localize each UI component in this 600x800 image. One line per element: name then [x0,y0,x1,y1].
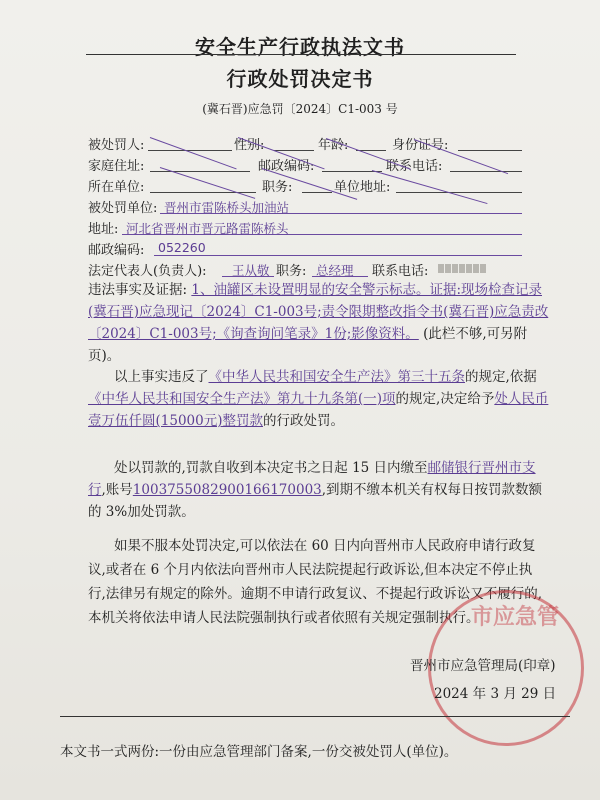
zip-line [154,255,522,256]
phone-line [450,171,522,172]
gender-line [274,150,314,151]
name-label: 被处罚人: [88,138,145,153]
zip-value: 052260 [158,240,206,255]
agency-signature: 晋州市应急管理局(印章) [410,658,556,674]
basis-text-3: 的规定,决定给予 [395,391,495,407]
facts-paragraph [88,279,550,367]
document-subtitle: 行政处罚决定书 [226,67,374,91]
age-label: 年龄: [318,138,349,153]
facts-note: (此栏不够,可另附页)。 [88,326,528,364]
gender-label: 性别: [234,138,265,153]
rep-position-label: 职务: [276,264,307,279]
footer-rule [60,716,570,717]
footer-text: 本文书一式两份:一份由应急管理部门备案,一份交被处罚人(单位)。 [60,744,458,760]
basis-text-4: 的行政处罚。 [262,413,344,429]
document-number: (冀石晋)应急罚〔2024〕C1-003 号 [202,102,398,116]
addr-line [122,234,522,235]
payment-paragraph [88,457,550,523]
unit-line [160,213,522,214]
basis-law-1: 《中华人民共和国安全生产法》第三十五条 [208,369,465,385]
document-title: 安全生产行政执法文书 [195,35,405,59]
phone-label: 联系电话: [386,159,443,174]
redacted-phone [438,264,486,273]
basis-paragraph [88,366,550,432]
rep-label: 法定代表人(负责人): [88,264,207,279]
workplace-label: 所在单位: [88,180,145,195]
rep-position-line [312,276,368,277]
rep-phone-label: 联系电话: [372,264,429,279]
payment-account: 1003755082900166170003 [132,482,322,498]
unit-value: 晋州市雷陈桥头加油站 [164,200,290,215]
strike-line [150,137,237,169]
seal-text: 市应急管 [470,604,559,630]
payment-bank: 邮储银行晋州市支行 [88,460,536,498]
facts-label: 违法事实及证据: [88,282,188,298]
rep-line [222,276,274,277]
addr-label: 地址: [88,222,119,237]
rep-position-value: 总经理 [316,263,354,278]
unit-address-line [396,192,522,193]
id-label: 身份证号: [392,138,449,153]
unit-address-label: 单位地址: [334,180,391,195]
rep-value: 王从敬 [232,263,270,278]
basis-penalty: 处人民币壹万伍仟圆(15000元)整罚款 [88,391,549,429]
unit-label: 被处罚单位: [88,201,158,216]
facts-value: 1、油罐区未设置明显的安全警示标志。证据:现场检查记录(冀石晋)应急现记〔2024〕C1-003号;责令限期整改指令书(冀石晋)应急责改〔2024〕C1-003号;《询查询问笔录》1份;影像资料。 [88,282,549,342]
sign-date: 2024 年 3 月 29 日 [434,686,557,702]
id-line [458,150,522,151]
basis-text-1: 以上事实违反了 [114,369,209,385]
zip-label: 邮政编码: [88,243,145,258]
position-label: 职务: [262,180,293,195]
payment-text-1: 处以罚款的,罚款自收到本决定书之日起 15 日内缴至 [114,460,428,476]
postcode-label: 邮政编码: [258,159,315,174]
basis-text-2: 的规定,依据 [465,369,537,385]
review-paragraph: 如果不服本处罚决定,可以依法在 60 日内向晋州市人民政府申请行政复议,或者在 6 个月内依法向晋州市人民法院提起行政诉讼,但本决定不停止执行,法律另有规定的除外。逾期不申请行政复议、不提起行政诉讼又不履行的,本机关将依法申请人民法院强制执行或者依照有关规定强制执行。 [88,538,543,626]
address-line [150,171,250,172]
basis-law-2: 《中华人民共和国安全生产法》第九十九条第(一)项 [88,391,396,407]
payment-text-2: ,账号 [101,482,133,498]
address-label: 家庭住址: [88,159,145,174]
addr-value: 河北省晋州市晋元路雷陈桥头 [126,221,289,236]
title-underline [86,54,516,55]
payment-text-3: ,到期不缴本机关有权每日按罚款数额的 3%加处罚款。 [88,482,543,520]
position-line [302,192,332,193]
